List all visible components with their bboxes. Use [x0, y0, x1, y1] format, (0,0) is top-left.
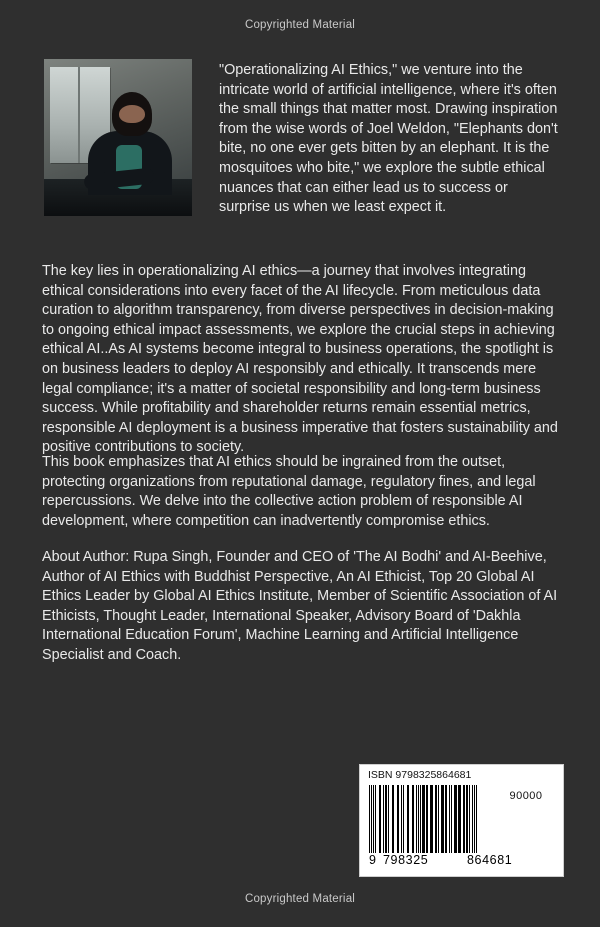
barcode-bar [416, 785, 417, 853]
body-paragraph-2: This book emphasizes that AI ethics should be ingrained from the outset, protecting organizations from reputational damage, regulatory fines, and legal repercussions. We delve into the collective action problem of responsible AI development, where competition can inadvertently compromise ethics. [42, 454, 536, 529]
barcode-bar [418, 785, 419, 853]
ean-lead-digit: 9 [369, 853, 377, 867]
barcode-bar [449, 785, 450, 853]
barcode-bar [392, 785, 394, 853]
barcode-bar [373, 785, 374, 853]
barcode-bar [397, 785, 399, 853]
ean-group-2: 864681 [467, 853, 513, 867]
barcode-bar [426, 785, 428, 853]
copyright-notice-top: Copyrighted Material [244, 19, 356, 31]
barcode-bar [476, 785, 477, 853]
barcode-bar [371, 785, 372, 853]
author-portrait-photo [44, 59, 192, 216]
barcode-bar [422, 785, 425, 853]
barcode-bar [466, 785, 468, 853]
barcode-bar [420, 785, 421, 853]
barcode-bar [438, 785, 439, 853]
body-paragraph-1: The key lies in operationalizing AI ethics—a journey that involves integrating ethical considerations into every facet of the AI lifecycle. From meticulous data curation to algorithm transparency, from diverse perspectives in decision-making to ongoing ethical impact assessments, we explore the crucial steps in achieving ethical AI..As AI systems become integral to business operations, the spotlight is on business leaders to deploy AI responsibly and ethically. It transcends mere legal compliance; it's a matter of societal responsibility and long-term business success. While profitability and shareholder returns remain essential metrics, responsible AI deployment is a business imperative that fosters sustainability and positive contributions to society. [42, 263, 558, 456]
barcode-bar [469, 785, 470, 853]
barcode-bar [430, 785, 433, 853]
barcode-bar [401, 785, 402, 853]
intro-paragraph: "Operationalizing AI Ethics," we venture into the intricate world of artificial intelligence, where it's often the small things that matter most. Drawing inspiration from the wise words of Joel Weldon, "Elephants don't bite, no one ever gets bitten by an elephant. It is the mosquitoes who bite," we explore the subtle ethical nuances that can either lead us to success or surprise us when we least expect it. [219, 62, 558, 216]
barcode-bar [458, 785, 461, 853]
photo-person-hair [112, 92, 152, 136]
barcode-bar [385, 785, 387, 853]
barcode-bar [369, 785, 370, 853]
copyright-notice-bottom: Copyrighted Material [244, 893, 356, 905]
barcode-bar [435, 785, 437, 853]
price-code-text: 90000 [509, 790, 543, 802]
barcode-bar [407, 785, 409, 853]
barcode-bar [375, 785, 376, 853]
barcode-bar [474, 785, 475, 853]
barcode-bar [383, 785, 384, 853]
barcode-bar [379, 785, 381, 853]
isbn-label: ISBN 9798325864681 [368, 769, 472, 781]
ean-group-1: 798325 [383, 853, 429, 867]
about-author-paragraph: About Author: Rupa Singh, Founder and CEO of 'The AI Bodhi' and AI-Beehive, Author of AI Ethics with Buddhist Perspective, An AI Ethicist, Top 20 Global AI Ethics Leader by Global AI Ethics Institute, Member of Scientific Association of AI Ethicists, Thought Leader, International Speaker, Advisory Board of 'Dakhla International Education Forum', Machine Learning and Artificial Intelligence Specialist and Coach. [42, 549, 558, 663]
barcode-bar [403, 785, 404, 853]
barcode-bar [441, 785, 444, 853]
barcode-bar [388, 785, 389, 853]
barcode-bar [463, 785, 465, 853]
barcode-bar [451, 785, 452, 853]
barcode-bar [472, 785, 473, 853]
barcode-panel [359, 764, 564, 877]
barcode-bar [412, 785, 414, 853]
barcode-bar [454, 785, 457, 853]
barcode-bar [445, 785, 447, 853]
price-code-box [495, 787, 557, 843]
